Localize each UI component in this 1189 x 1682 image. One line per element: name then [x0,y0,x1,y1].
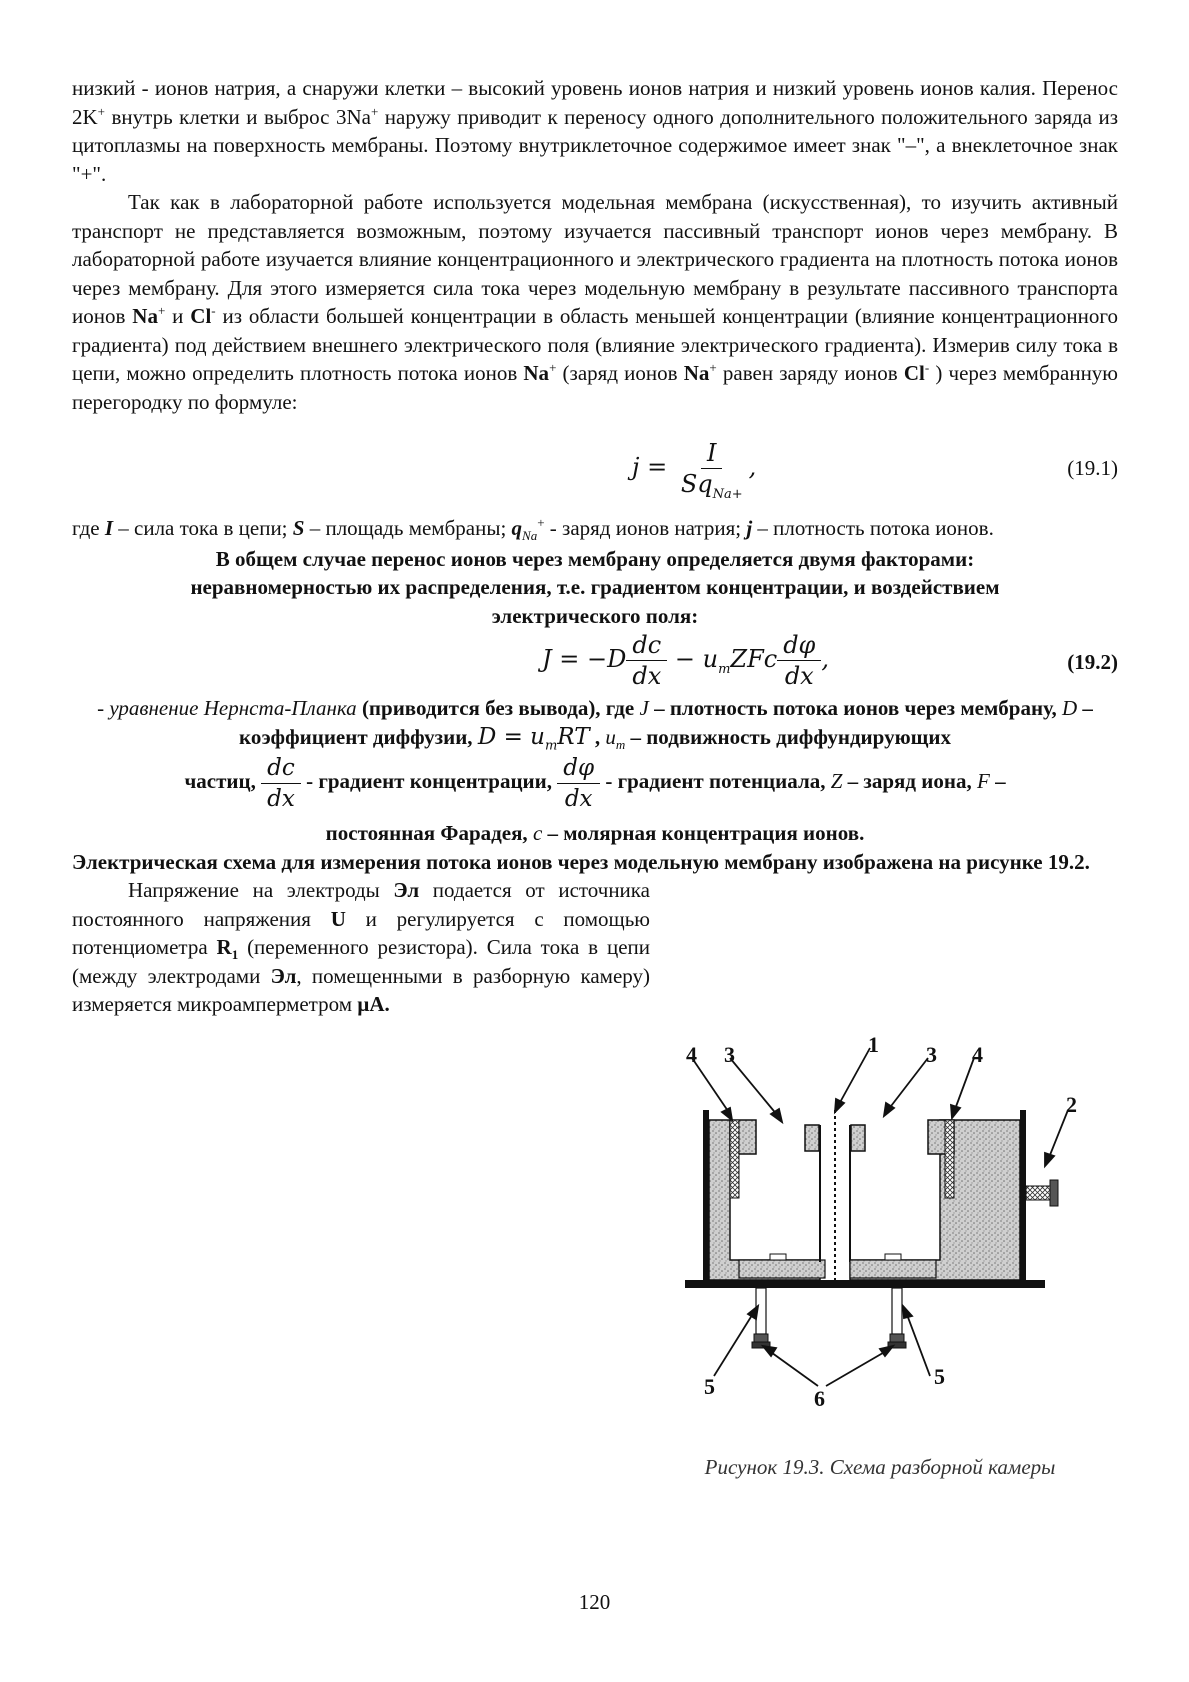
equation-19-1: j = $\frac{I}{Sq_{Na+}}$ , (19.1) [632,439,1118,502]
left-clamp [805,1125,819,1151]
label-4-right: 4 [972,1042,983,1067]
label-3-right: 3 [926,1042,937,1067]
equation-number-19-2: (19.2) [1067,650,1118,674]
page-body [72,74,1118,1019]
nernst-planck-text: - уравнение Нернста-Планка (приводится без вывода), где J – плотность потока ионов через мембрану, D – коэффициент диффузии, $D = u_mRT$ , $u_m$ – подвижность диффундирующих [97,696,1093,754]
left-seal [730,1120,739,1198]
label-4-left: 4 [686,1042,697,1067]
left-pin-nut [754,1334,768,1342]
label-3-left: 3 [724,1042,735,1067]
right-pin [892,1288,902,1334]
right-bottom [850,1260,936,1278]
scheme-heading: Электрическая схема для измерения потока ионов через модельную мембрану изображена на рисунке 19.2. [72,849,1090,874]
base-plate [685,1280,1045,1288]
right-pin-nut [890,1334,904,1342]
right-seal [945,1120,954,1198]
screw [1026,1186,1050,1200]
chamber-diagram [670,1010,1090,1450]
figure-caption: Рисунок 19.3. Схема разборной камеры [704,1455,1056,1479]
label-6: 6 [814,1386,825,1411]
equation-19-2: J = −D $\frac{dc}{dx}$ − $u_mZFc$ $\frac{d\varphi}{dx}$ , (19.2) [542,631,1118,690]
equation-number-19-1: (19.1) [1067,456,1118,480]
left-electrode-tip [770,1254,786,1260]
faraday-line: постоянная Фарадея, c – молярная концентрация ионов. [325,821,865,845]
left-cup-wall [709,1120,820,1280]
left-outer-wall [703,1110,709,1280]
page-number: 120 [578,1590,611,1614]
variables-legend: где I – сила тока в цепи; S – площадь мембраны; $q_{Na}^+$ - заряд ионов натрия; j – плотность потока ионов. [72,515,994,544]
screw-head [1050,1180,1058,1206]
bold-statement: В общем случае перенос ионов через мембрану определяется двумя факторами: неравномерностью их распределения, т.е. градиентом концентрации, и воздействием электрического поля: [190,546,1000,628]
label-1: 1 [868,1032,879,1057]
gradient-line: частиц, $\frac{dc}{dx}$ - градиент концентрации, $\frac{d\varphi}{dx}$ - градиент потенциала, Z – заряд иона, F – [184,754,1006,812]
label-2: 2 [1066,1092,1077,1117]
right-clamp [851,1125,865,1151]
label-5-left: 5 [704,1374,715,1399]
label-5-right: 5 [934,1364,945,1389]
figure-chamber-diagram [670,1010,1090,1510]
right-outer-wall [1020,1110,1026,1280]
right-electrode-tip [885,1254,901,1260]
paragraph-1: низкий - ионов натрия, а снаружи клетки – высокий уровень ионов натрия и низкий уровень ионов калия. Перенос 2K+ внутрь клетки и выброс 3Na+ наружу приводит к переносу одного дополнительного положительного заряда из цитоплазмы на поверхность мембраны. Поэтому внутриклеточное содержимое имеет знак "–", а внеклеточное знак "+". [72,76,1118,186]
left-bottom [739,1260,825,1278]
paragraph-2: Так как в лабораторной работе используется модельная мембрана (искусственная), то изучить активный транспорт не представляется возможным, поэтому изучается пассивный транспорт ионов через мембрану. В лабораторной работе изучается влияние концентрационного и электрического градиента на плотность потока ионов через мембрану. Для этого измеряется сила тока через модельную мембрану в результате пассивного транспорта ионов Na+ и Cl- из области большей концентрации в область меньшей концентрации (влияние концентрационного градиента) под действием внешнего электрического поля (влияние электрического градиента). Измерив силу тока в цепи, можно определить плотность потока ионов Na+ (заряд ионов Na+ равен заряду ионов Cl- ) через мембранную перегородку по формуле: [72,190,1118,414]
voltage-paragraph: Напряжение на электроды Эл подается от источника постоянного напряжения U и регулируется с помощью потенциометра $R_1$ (переменного резистора). Сила тока в цепи (между электродами Эл, помещенными в разборную камеру) измеряется микроамперметром µA. [72,878,650,1016]
